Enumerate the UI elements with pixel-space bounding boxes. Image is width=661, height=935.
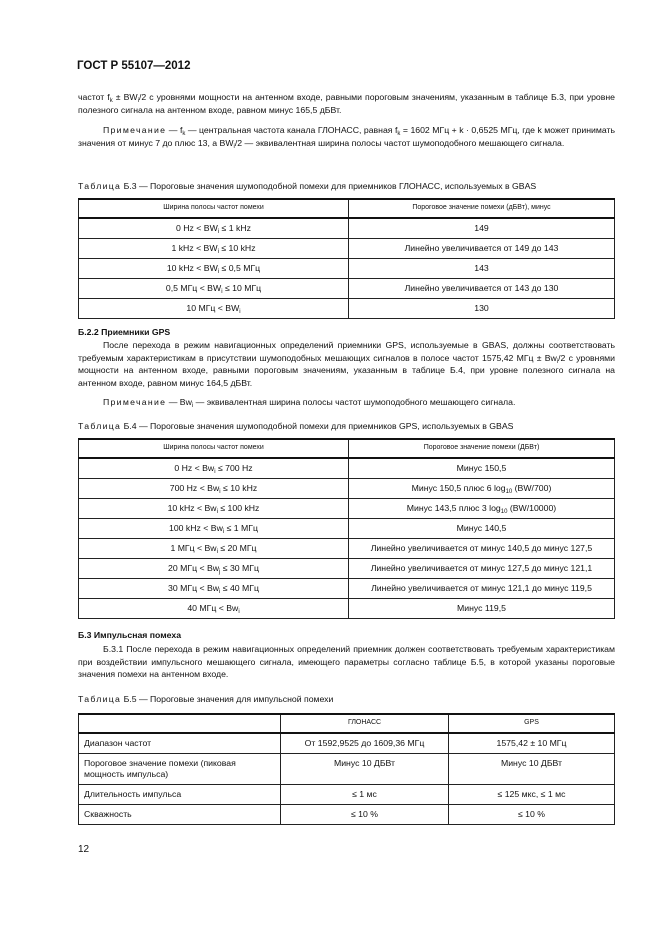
section-b22-heading: Б.2.2 Приемники GPS bbox=[78, 327, 171, 337]
table-row: 100 kHz < $Bw_i \le 1$ МГц Минус 140,5 bbox=[79, 519, 615, 539]
table-row: Диапазон частот От 1592,9525 до 1609,36 МГц 1575,42 ± 10 МГц bbox=[79, 733, 615, 754]
table-b4 bbox=[78, 438, 615, 619]
table-row: 0,5 МГц < $BW_i \le 10$ МГц Линейно увеличивается от 143 до 130 bbox=[79, 279, 615, 299]
table-row: 0 $Hz < Bw_i \le 700$ Hz Минус 150,5 bbox=[79, 458, 615, 479]
table-b4-header-threshold: Пороговое значение помехи (ДБВт) bbox=[349, 439, 615, 458]
table-b5 bbox=[78, 713, 615, 825]
section-b3-heading: Б.3 Импульсная помеха bbox=[78, 630, 182, 640]
table-row: Скважность ≤ 10 % ≤ 10 % bbox=[79, 805, 615, 825]
table-row: 700 $Hz < Bw_i \le 10$ kHz Минус 150,5 плюс 6 $\log_{10} (BW/700)$ bbox=[79, 479, 615, 499]
table-b5-header-glonass: ГЛОНАСС bbox=[281, 714, 449, 733]
table-b3-caption: Таблица Б.3 — Пороговые значения шумоподобной помехи для приемников ГЛОНАСС, используемых в GBAS bbox=[78, 181, 537, 191]
table-row: 1 МГц < $Bw_i \le 20$ МГц Линейно увеличивается от минус 140,5 до минус 127,5 bbox=[79, 539, 615, 559]
table-b4-header-bandwidth: Ширина полосы частот помехи bbox=[79, 439, 349, 458]
table-b3 bbox=[78, 198, 615, 319]
table-b3-header-bandwidth: Ширина полосы частот помехи bbox=[79, 199, 349, 218]
section-b22-text: После перехода в режим навигационных определений приемники GPS, используемые в GBAS, должны соответствовать требуемым характеристикам в присутствии шумоподобных мешающих сигналов в полосе частот 1575,42 МГц ± $Bw_i/2$ с уровнями мощности на антенном входе, равными пороговым значениям, указанным в таблице Б.4, при уровне полезного сигнала на антенном входе, равном минус 164,5 дБВт. bbox=[78, 340, 615, 388]
table-b5-caption: Таблица Б.5 — Пороговые значения для импульсной помехи bbox=[78, 694, 334, 704]
table-b5-header-empty bbox=[79, 714, 281, 733]
intro-paragraph: частот $f_k \pm BW_i/2$ с уровнями мощности на антенном входе, равными пороговым значениям, указанным в таблице Б.3, при уровне полезного сигнала на антенном входе, равном минус 165,5 дБВт. bbox=[78, 92, 615, 115]
note-gps: Примечание — $Bw_i$ — эквивалентная ширина полосы частот шумоподобного мешающего сигнала. bbox=[103, 397, 516, 409]
table-row: 30 МГц < $Bw_i \le 40$ МГц Линейно увеличивается от минус 121,1 до минус 119,5 bbox=[79, 579, 615, 599]
page-number: 12 bbox=[78, 844, 90, 855]
table-b4-caption: Таблица Б.4 — Пороговые значения шумоподобной помехи для приемников GPS, используемых в GBAS bbox=[78, 421, 514, 431]
document-header: ГОСТ Р 55107—2012 bbox=[77, 60, 191, 72]
table-row: 40 МГц < $Bw_i$ Минус 119,5 bbox=[79, 599, 615, 619]
table-row: 10 МГц < $BW_i$ 130 bbox=[79, 299, 615, 319]
table-row: 10 kHz < $BW_i \le 0,5$ МГц 143 bbox=[79, 259, 615, 279]
table-row: Длительность импульса ≤ 1 мс ≤ 125 мкс, ≤ 1 мс bbox=[79, 785, 615, 805]
table-row: 0 $Hz < BW_i \le 1$ kHz 149 bbox=[79, 218, 615, 239]
table-b3-header-threshold: Пороговое значение помехи (дБВт), минус bbox=[349, 199, 615, 218]
table-b5-header-gps: GPS bbox=[449, 714, 615, 733]
section-b3-text: Б.3.1 После перехода в режим навигационных определений приемник должен соответствовать требуемым характеристикам при воздействии импульсного мешающего сигнала, имеющего параметры согласно таблице Б.5, в которой указаны пороговые значения помехи на антенном входе. bbox=[78, 644, 615, 680]
table-row: Пороговое значение помехи (пиковая мощность импульса) Минус 10 ДБВт Минус 10 ДБВт bbox=[79, 754, 615, 785]
table-row: 1 kHz < $BW_i \le 10$ kHz Линейно увеличивается от 149 до 143 bbox=[79, 239, 615, 259]
table-row: 10 kHz < $Bw_i \le 100$ kHz Минус 143,5 плюс 3 $\log_{10} (BW/10000)$ bbox=[79, 499, 615, 519]
note-glonass: Примечание — $f_k$ — центральная частота канала ГЛОНАСС, равная $f_k = 1602$ МГц + k · 0,6525 МГц, где k может принимать значения от минус 7 до плюс 13, а $BW_i/2$ — эквивалентная ширина полосы частот шумоподобного мешающего сигнала. bbox=[78, 125, 615, 150]
table-row: 20 МГц < $Bw_j \le 30$ МГц Линейно увеличивается от минус 127,5 до минус 121,1 bbox=[79, 559, 615, 579]
